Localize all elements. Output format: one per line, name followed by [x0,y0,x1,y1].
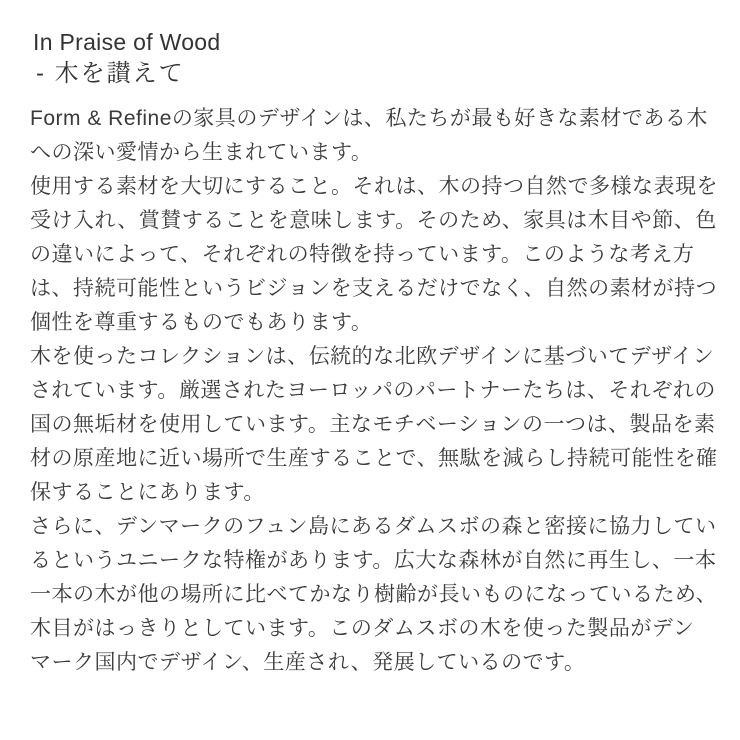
body-text-line: さらに、デンマークのフュン島にあるダムスボの森と密接に協力してい [30,515,717,538]
body-text-line: マーク国内でデザイン、生産され、発展しているのです。 [30,651,586,674]
page-title-english: In Praise of Wood [33,29,221,55]
body-text-line: 木を使ったコレクションは、伝統的な北欧デザインに基づいてデザイン [30,345,715,368]
body-text-line: への深い愛情から生まれています。 [30,141,373,164]
body-text-line: は、持続可能性というビジョンを支えるだけでなく、自然の素材が持つ [30,277,718,300]
article-body [30,102,740,680]
body-text-line: の違いによって、それぞれの特徴を持っています。このような考え方 [30,243,695,266]
body-text-line: 木目がはっきりとしています。このダムスボの木を使った製品がデン [30,617,695,640]
page-title-japanese: - 木を讃えて [36,60,185,87]
body-text-line: 使用する素材を大切にすること。それは、木の持つ自然で多様な表現を [30,175,718,198]
body-text-line: るというユニークな特権があります。広大な森林が自然に再生し、一本 [30,549,717,572]
body-text-line: 個性を尊重するものでもあります。 [30,311,373,334]
body-text-line: 一本の木が他の場所に比べてかなり樹齢が長いものになっているため、 [30,583,718,606]
body-text-line: 材の原産地に近い場所で生産することで、無駄を減らし持続可能性を確 [30,447,718,470]
body-text-line: 受け入れ、賞賛することを意味します。そのため、家具は木目や節、色 [30,209,717,232]
body-text-line: 国の無垢材を使用しています。主なモチベーションの一つは、製品を素 [30,413,716,436]
body-text-line: 保することにあります。 [30,481,265,504]
body-text-line: Form & Refineの家具のデザインは、私たちが最も好きな素材である木 [30,107,708,130]
body-text-line: されています。厳選されたヨーロッパのパートナーたちは、それぞれの [30,379,716,402]
